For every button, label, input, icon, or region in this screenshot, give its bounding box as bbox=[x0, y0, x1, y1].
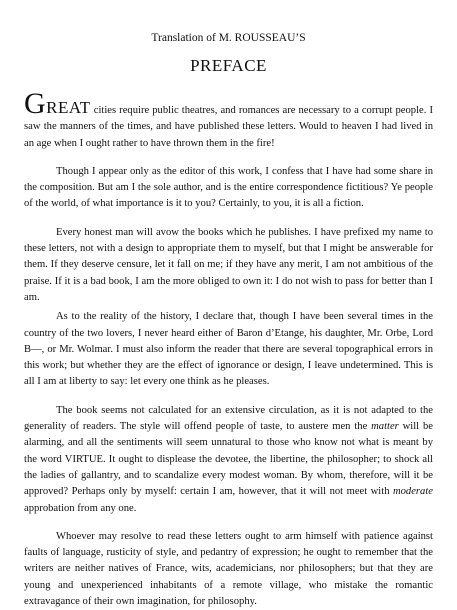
p5-part1: The book seems not calculated for an extensive circulation, as it is not adapted to the generality of readers. The style will offend people of taste, to austere men the bbox=[24, 404, 433, 433]
page-title: PREFACE bbox=[190, 56, 267, 75]
drop-cap: G bbox=[24, 87, 47, 120]
paragraph-editor: Though I appear only as the editor of this work, I confess that I have had some share in the composition. But am I the sole author, and is the entire correspondence fictitious? Ye people of the world, of what importance is it to you? Certainly, to you, it is all a fiction. bbox=[24, 165, 433, 210]
italic-moderate: moderate bbox=[392, 486, 433, 498]
opening-rest: saw the manners of the times, and have published these letters. Would to heaven I had lived in an age when I ought rather to have thrown them in the fire! bbox=[24, 121, 433, 149]
opening-line1: cities require public theatres, and romances are necessary to a corrupt people. I bbox=[90, 105, 433, 116]
opening-smallcaps: REAT bbox=[46, 98, 91, 117]
paragraph-honest-man: Every honest man will avow the books which he publishes. I have prefixed my name to these letters, not with a design to appropriate them to myself, but that I might be answerable for them. If they deserve censure, let it fall on me; if they have any merit, I am not ambitious of the praise. If it is a bad book, I am the more obliged to own it: I do not wish to pass for better than I am. bbox=[24, 226, 433, 303]
paragraph-circulation bbox=[24, 403, 433, 517]
p5-part2: will be alarming, and all the sentiments will seem unnatural to those who know not what is meant by the word VIRTUE. It ought to displease the devotee, the libertine, the philosopher; to shock all the ladies of gallantry, and to scandalize every modest woman. By whom, therefore, will it be approved? Perhaps only by myself: certain I am, however, that it will not meet with bbox=[24, 421, 433, 498]
paragraph-reader-advice: Whoever may resolve to read these letters ought to arm himself with patience against faults of language, rusticity of style, and pedantry of expression; he ought to remember that the writers are neither natives of France, wits, academicians, nor philosophers; but that they are young and unexperienced inhabitants of a remote village, who mistake the romantic extravagance of their own imagination, for philosophy. bbox=[24, 530, 433, 608]
italic-matter: matter bbox=[371, 421, 399, 433]
p5-part3: approbation from any one. bbox=[24, 502, 137, 514]
paragraph-opening bbox=[24, 87, 433, 152]
paragraph-reality: As to the reality of the history, I declare that, though I have been several times in the country of the two lovers, I never heard either of Baron d’Etange, his daughter, Mr. Orbe, Lord B—, or Mr. Wolmar. I must also inform the reader that there are several topographical errors in this work; but whether they are the effect of ignorance or design, I leave undetermined. This is all I am at liberty to say: let every one think as he pleases. bbox=[24, 311, 433, 388]
translation-line: Translation of M. ROUSSEAU’S bbox=[151, 32, 306, 44]
